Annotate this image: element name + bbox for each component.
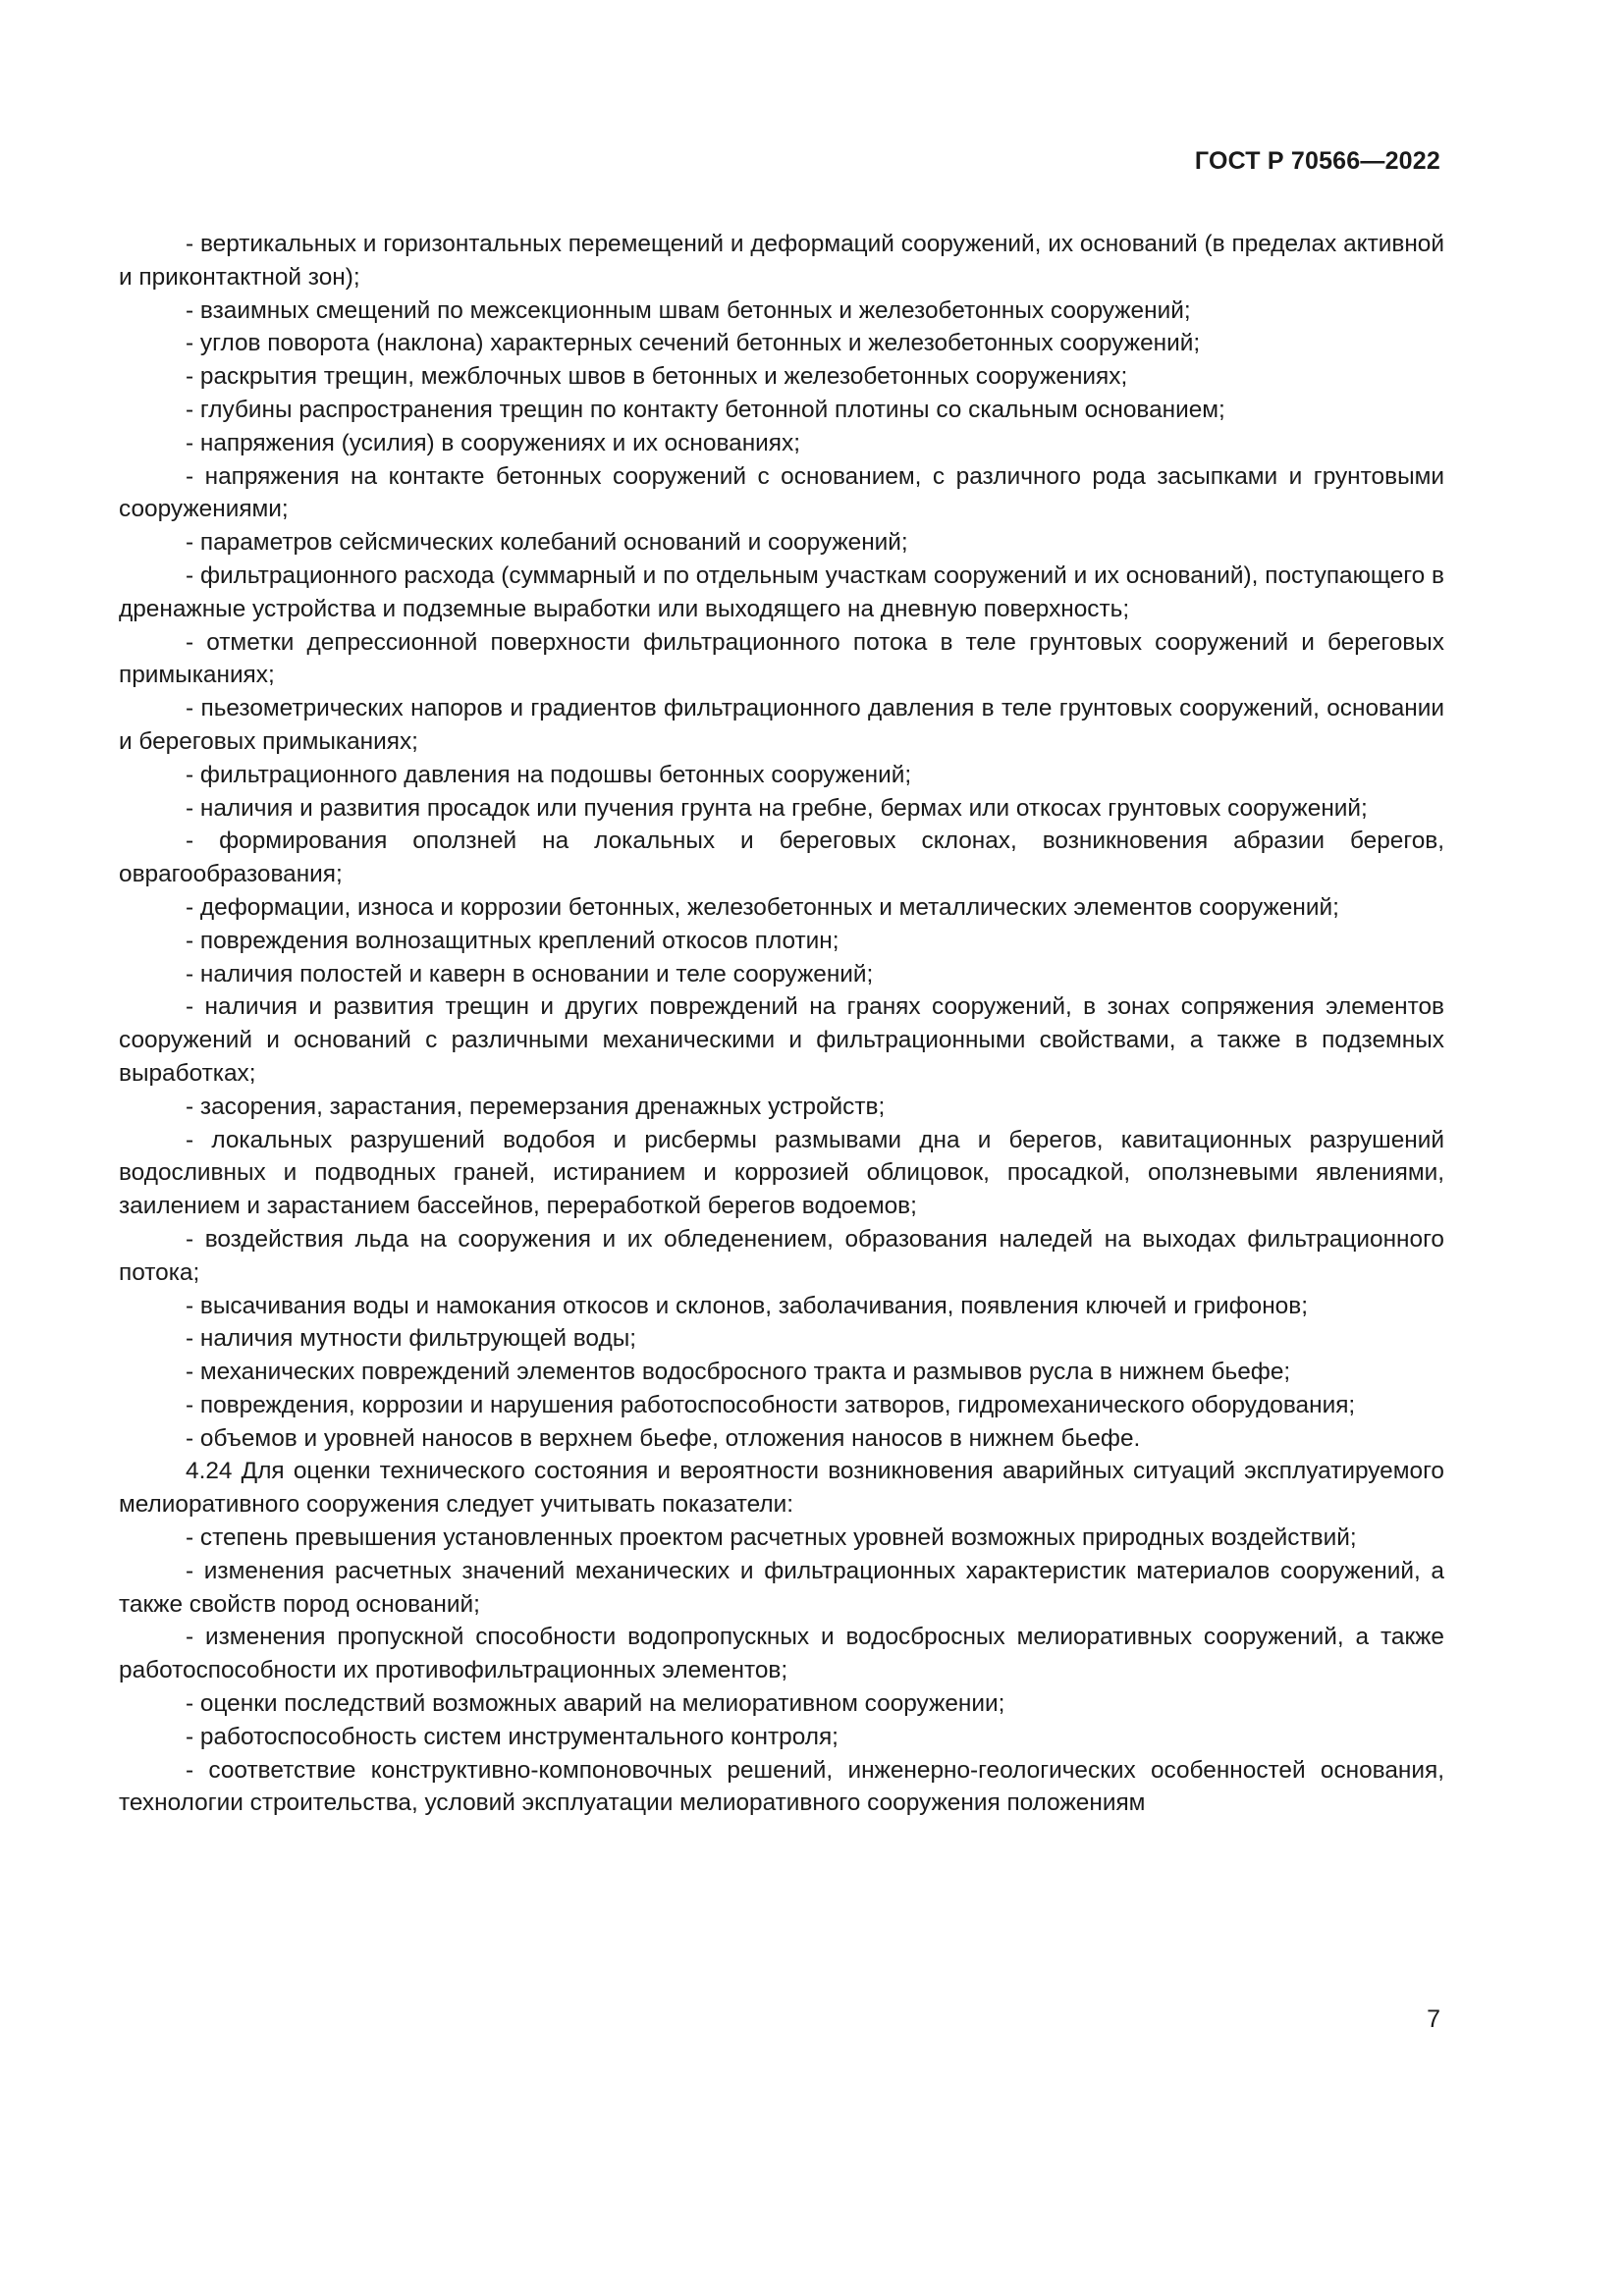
paragraph: - формирования оползней на локальных и береговых склонах, возникновения абразии берегов, оврагообразования; (119, 828, 1444, 888)
paragraph: - напряжения (усилия) в сооружениях и их основаниях; (186, 429, 800, 456)
paragraph: - локальных разрушений водобоя и рисбермы размывами дна и берегов, кавитационных разрушений водосливных и подводных граней, истиранием и коррозией облицовок, просадкой, оползневыми явлениями, заилением и зарастанием бассейнов, переработкой берегов водоемов; (119, 1126, 1444, 1220)
document-body (119, 228, 1444, 1820)
paragraph: - работоспособность систем инструментального контроля; (186, 1723, 839, 1750)
paragraph: - наличия и развития трещин и других повреждений на гранях сооружений, в зонах сопряжения элементов сооружений и оснований с различными механическими и фильтрационными свойствами, а также в подземных выработках; (119, 993, 1444, 1087)
paragraph: - раскрытия трещин, межблочных швов в бетонных и железобетонных сооружениях; (186, 363, 1128, 391)
paragraph: - наличия мутности фильтрующей воды; (186, 1325, 637, 1353)
paragraph: - повреждения, коррозии и нарушения работоспособности затворов, гидромеханического оборудования; (186, 1391, 1356, 1418)
paragraph: - напряжения на контакте бетонных сооружений с основанием, с различного рода засыпками и грунтовыми сооружениями; (119, 462, 1444, 523)
paragraph: - степень превышения установленных проектом расчетных уровней возможных природных воздействий; (186, 1524, 1357, 1552)
paragraph: - оценки последствий возможных аварий на мелиоративном сооружении; (186, 1690, 1005, 1718)
paragraph: - повреждения волнозащитных креплений откосов плотин; (186, 927, 839, 954)
paragraph: - вертикальных и горизонтальных перемещений и деформаций сооружений, их оснований (в пределах активной и приконтактной зон); (119, 231, 1444, 291)
paragraph: - воздействия льда на сооружения и их обледенением, образования наледей на выходах фильтрационного потока; (119, 1225, 1444, 1286)
paragraph: - наличия и развития просадок или пучения грунта на гребне, бермах или откосах грунтовых сооружений; (186, 794, 1368, 822)
paragraph: - углов поворота (наклона) характерных сечений бетонных и железобетонных сооружений; (186, 330, 1201, 357)
paragraph: - фильтрационного давления на подошвы бетонных сооружений; (186, 761, 912, 788)
paragraph: - объемов и уровней наносов в верхнем бьефе, отложения наносов в нижнем бьефе. (186, 1424, 1141, 1452)
paragraph: - изменения расчетных значений механических и фильтрационных характеристик материалов сооружений, а также свойств пород оснований; (119, 1557, 1444, 1618)
paragraph: - засорения, зарастания, перемерзания дренажных устройств; (186, 1093, 886, 1120)
paragraph: - наличия полостей и каверн в основании и теле сооружений; (186, 960, 874, 988)
paragraph: - глубины распространения трещин по контакту бетонной плотины со скальным основанием; (186, 396, 1225, 423)
paragraph: - отметки депрессионной поверхности фильтрационного потока в теле грунтовых сооружений и береговых примыканиях; (119, 628, 1444, 689)
paragraph: - изменения пропускной способности водопропускных и водосбросных мелиоративных сооружений, а также работоспособности их противофильтрационных элементов; (119, 1624, 1444, 1684)
paragraph: - фильтрационного расхода (суммарный и по отдельным участкам сооружений и их оснований), поступающего в дренажные устройства и подземные выработки или выходящего на дневную поверхность; (119, 561, 1444, 622)
paragraph: - пьезометрических напоров и градиентов фильтрационного давления в теле грунтовых сооружений, основании и береговых примыканиях; (119, 695, 1444, 755)
paragraph: - деформации, износа и коррозии бетонных, железобетонных и металлических элементов сооружений; (186, 893, 1339, 921)
paragraph: 4.24 Для оценки технического состояния и вероятности возникновения аварийных ситуаций эксплуатируемого мелиоративного сооружения следует учитывать показатели: (119, 1458, 1444, 1519)
document-code-header: ГОСТ Р 70566—2022 (1194, 147, 1440, 175)
paragraph: - высачивания воды и намокания откосов и склонов, заболачивания, появления ключей и грифонов; (186, 1292, 1308, 1319)
paragraph: - механических повреждений элементов водосбросного тракта и размывов русла в нижнем бьефе; (186, 1359, 1291, 1386)
paragraph: - параметров сейсмических колебаний оснований и сооружений; (186, 529, 908, 557)
page-number: 7 (1427, 2005, 1440, 2033)
paragraph: - взаимных смещений по межсекционным швам бетонных и железобетонных сооружений; (186, 296, 1191, 324)
paragraph: - соответствие конструктивно-компоновочных решений, инженерно-геологических особенностей основания, технологии строительства, условий эксплуатации мелиоративного сооружения положениям (119, 1756, 1444, 1817)
